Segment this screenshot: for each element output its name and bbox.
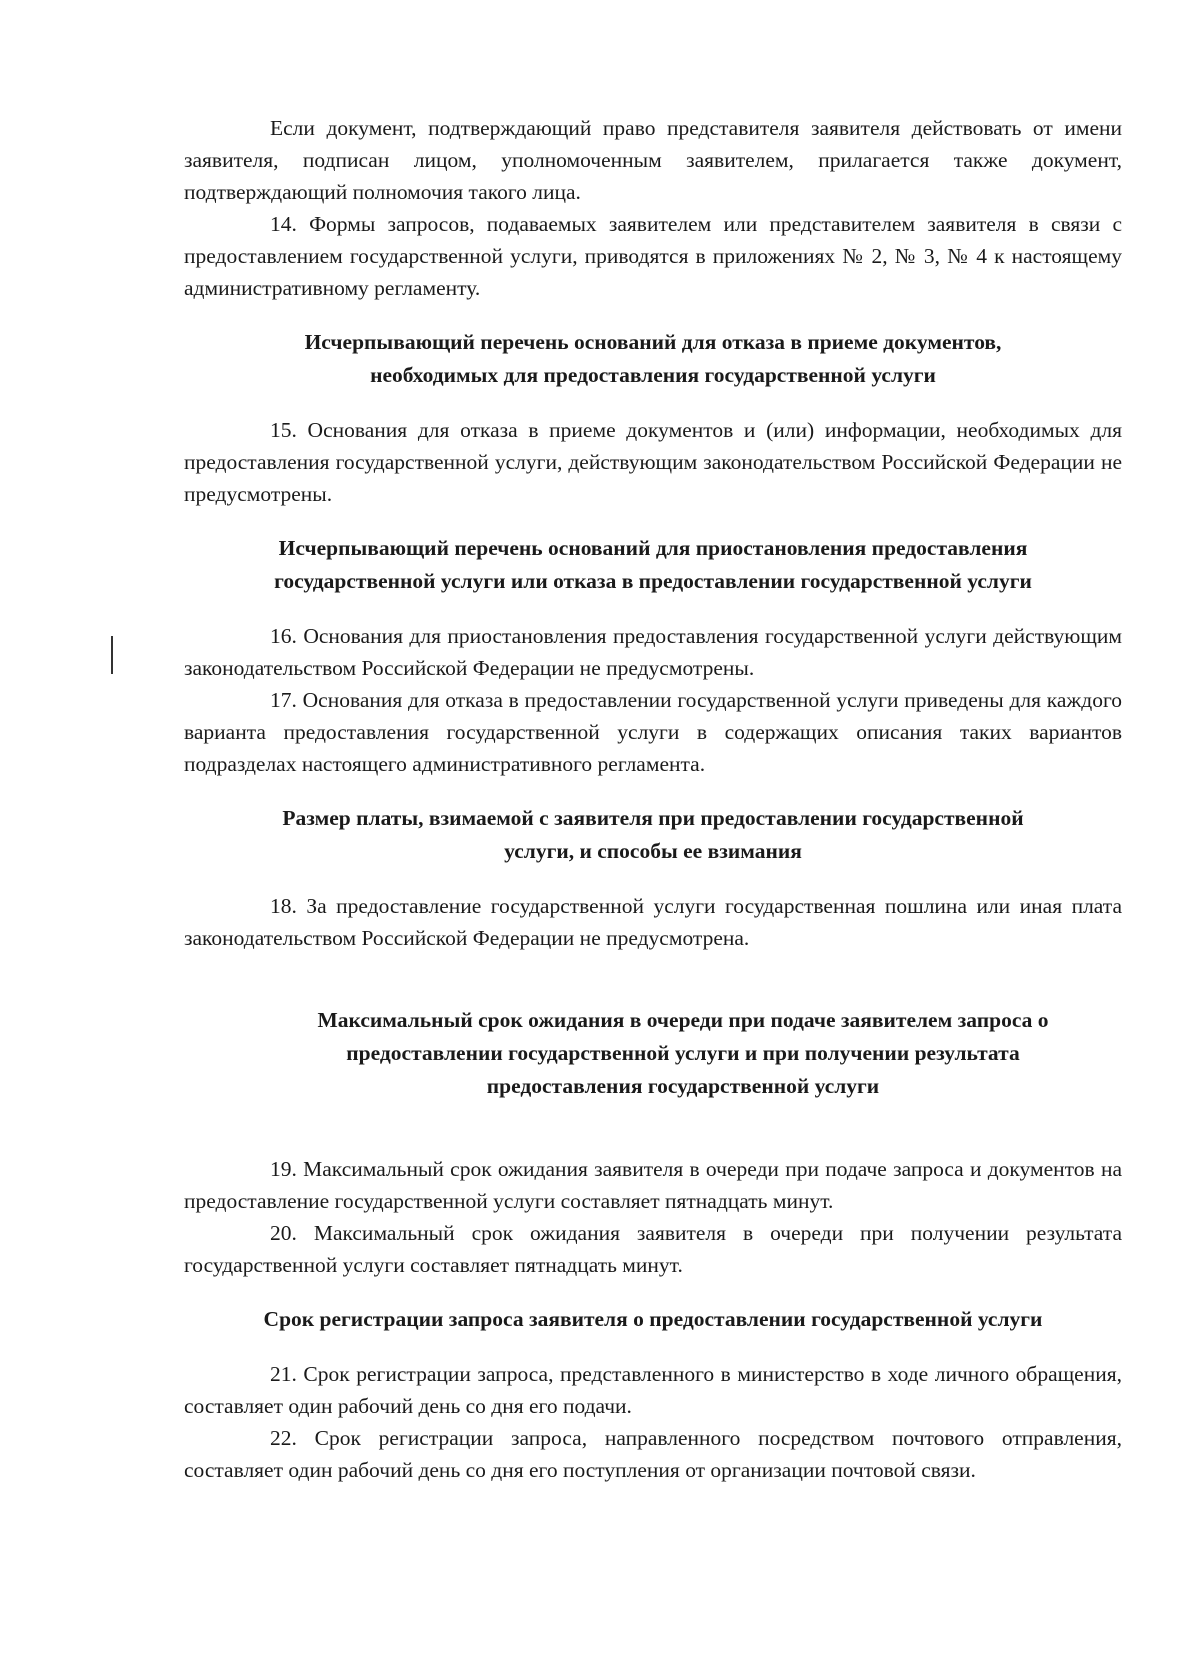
heading-line: Размер платы, взимаемой с заявителя при предоставлении государственной <box>282 806 1024 830</box>
margin-revision-mark <box>111 636 113 674</box>
paragraph-representative-authority: Если документ, подтверждающий право представителя заявителя действовать от имени заявителя, подписан лицом, уполномоченным заявителем, прилагается также документ, подтверждающий полномочия такого лица. <box>184 116 1122 204</box>
paragraph-15: 15. Основания для отказа в приеме документов и (или) информации, необходимых для предоставления государственной услуги, действующим законодательством Российской Федерации не предусмотрены. <box>184 418 1122 506</box>
heading-line: государственной услуги или отказа в предоставлении государственной услуги <box>274 569 1032 593</box>
paragraph-16: 16. Основания для приостановления предоставления государственной услуги действующим законодательством Российской Федерации не предусмотрены. <box>184 624 1122 680</box>
section-heading-refusal-documents <box>184 326 1122 392</box>
paragraph-19: 19. Максимальный срок ожидания заявителя в очереди при подаче запроса и документов на предоставление государственной услуги составляет пятнадцать минут. <box>184 1157 1122 1213</box>
heading-line: Исчерпывающий перечень оснований для приостановления предоставления <box>278 536 1028 560</box>
paragraph-18: 18. За предоставление государственной услуги государственная пошлина или иная плата законодательством Российской Федерации не предусмотрена. <box>184 894 1122 950</box>
section-heading-queue-time <box>184 1004 1122 1103</box>
heading-line: Срок регистрации запроса заявителя о предоставлении государственной услуги <box>263 1307 1043 1331</box>
heading-line: предоставления государственной услуги <box>486 1074 880 1098</box>
heading-line: предоставлении государственной услуги и при получении результата <box>346 1041 1020 1065</box>
section-heading-suspension <box>184 532 1122 598</box>
heading-line: услуги, и способы ее взимания <box>504 839 802 863</box>
paragraph-17: 17. Основания для отказа в предоставлении государственной услуги приведены для каждого варианта предоставления государственной услуги в содержащих описания таких вариантов подразделах настоящего административного регламента. <box>184 688 1122 776</box>
paragraph-21: 21. Срок регистрации запроса, представленного в министерство в ходе личного обращения, составляет один рабочий день со дня его подачи. <box>184 1362 1122 1418</box>
heading-line: Максимальный срок ожидания в очереди при подаче заявителем запроса о <box>317 1008 1049 1032</box>
section-heading-registration-term <box>184 1303 1122 1336</box>
document-page <box>184 112 1122 1486</box>
paragraph-20: 20. Максимальный срок ожидания заявителя в очереди при получении результата государственной услуги составляет пятнадцать минут. <box>184 1221 1122 1277</box>
paragraph-14: 14. Формы запросов, подаваемых заявителем или представителем заявителя в связи с предоставлением государственной услуги, приводятся в приложениях № 2, № 3, № 4 к настоящему административному регламенту. <box>184 212 1122 300</box>
heading-line: Исчерпывающий перечень оснований для отказа в приеме документов, <box>304 330 1002 354</box>
section-heading-fee <box>184 802 1122 868</box>
heading-line: необходимых для предоставления государственной услуги <box>370 363 936 387</box>
paragraph-22: 22. Срок регистрации запроса, направленного посредством почтового отправления, составляет один рабочий день со дня его поступления от организации почтовой связи. <box>184 1426 1122 1482</box>
